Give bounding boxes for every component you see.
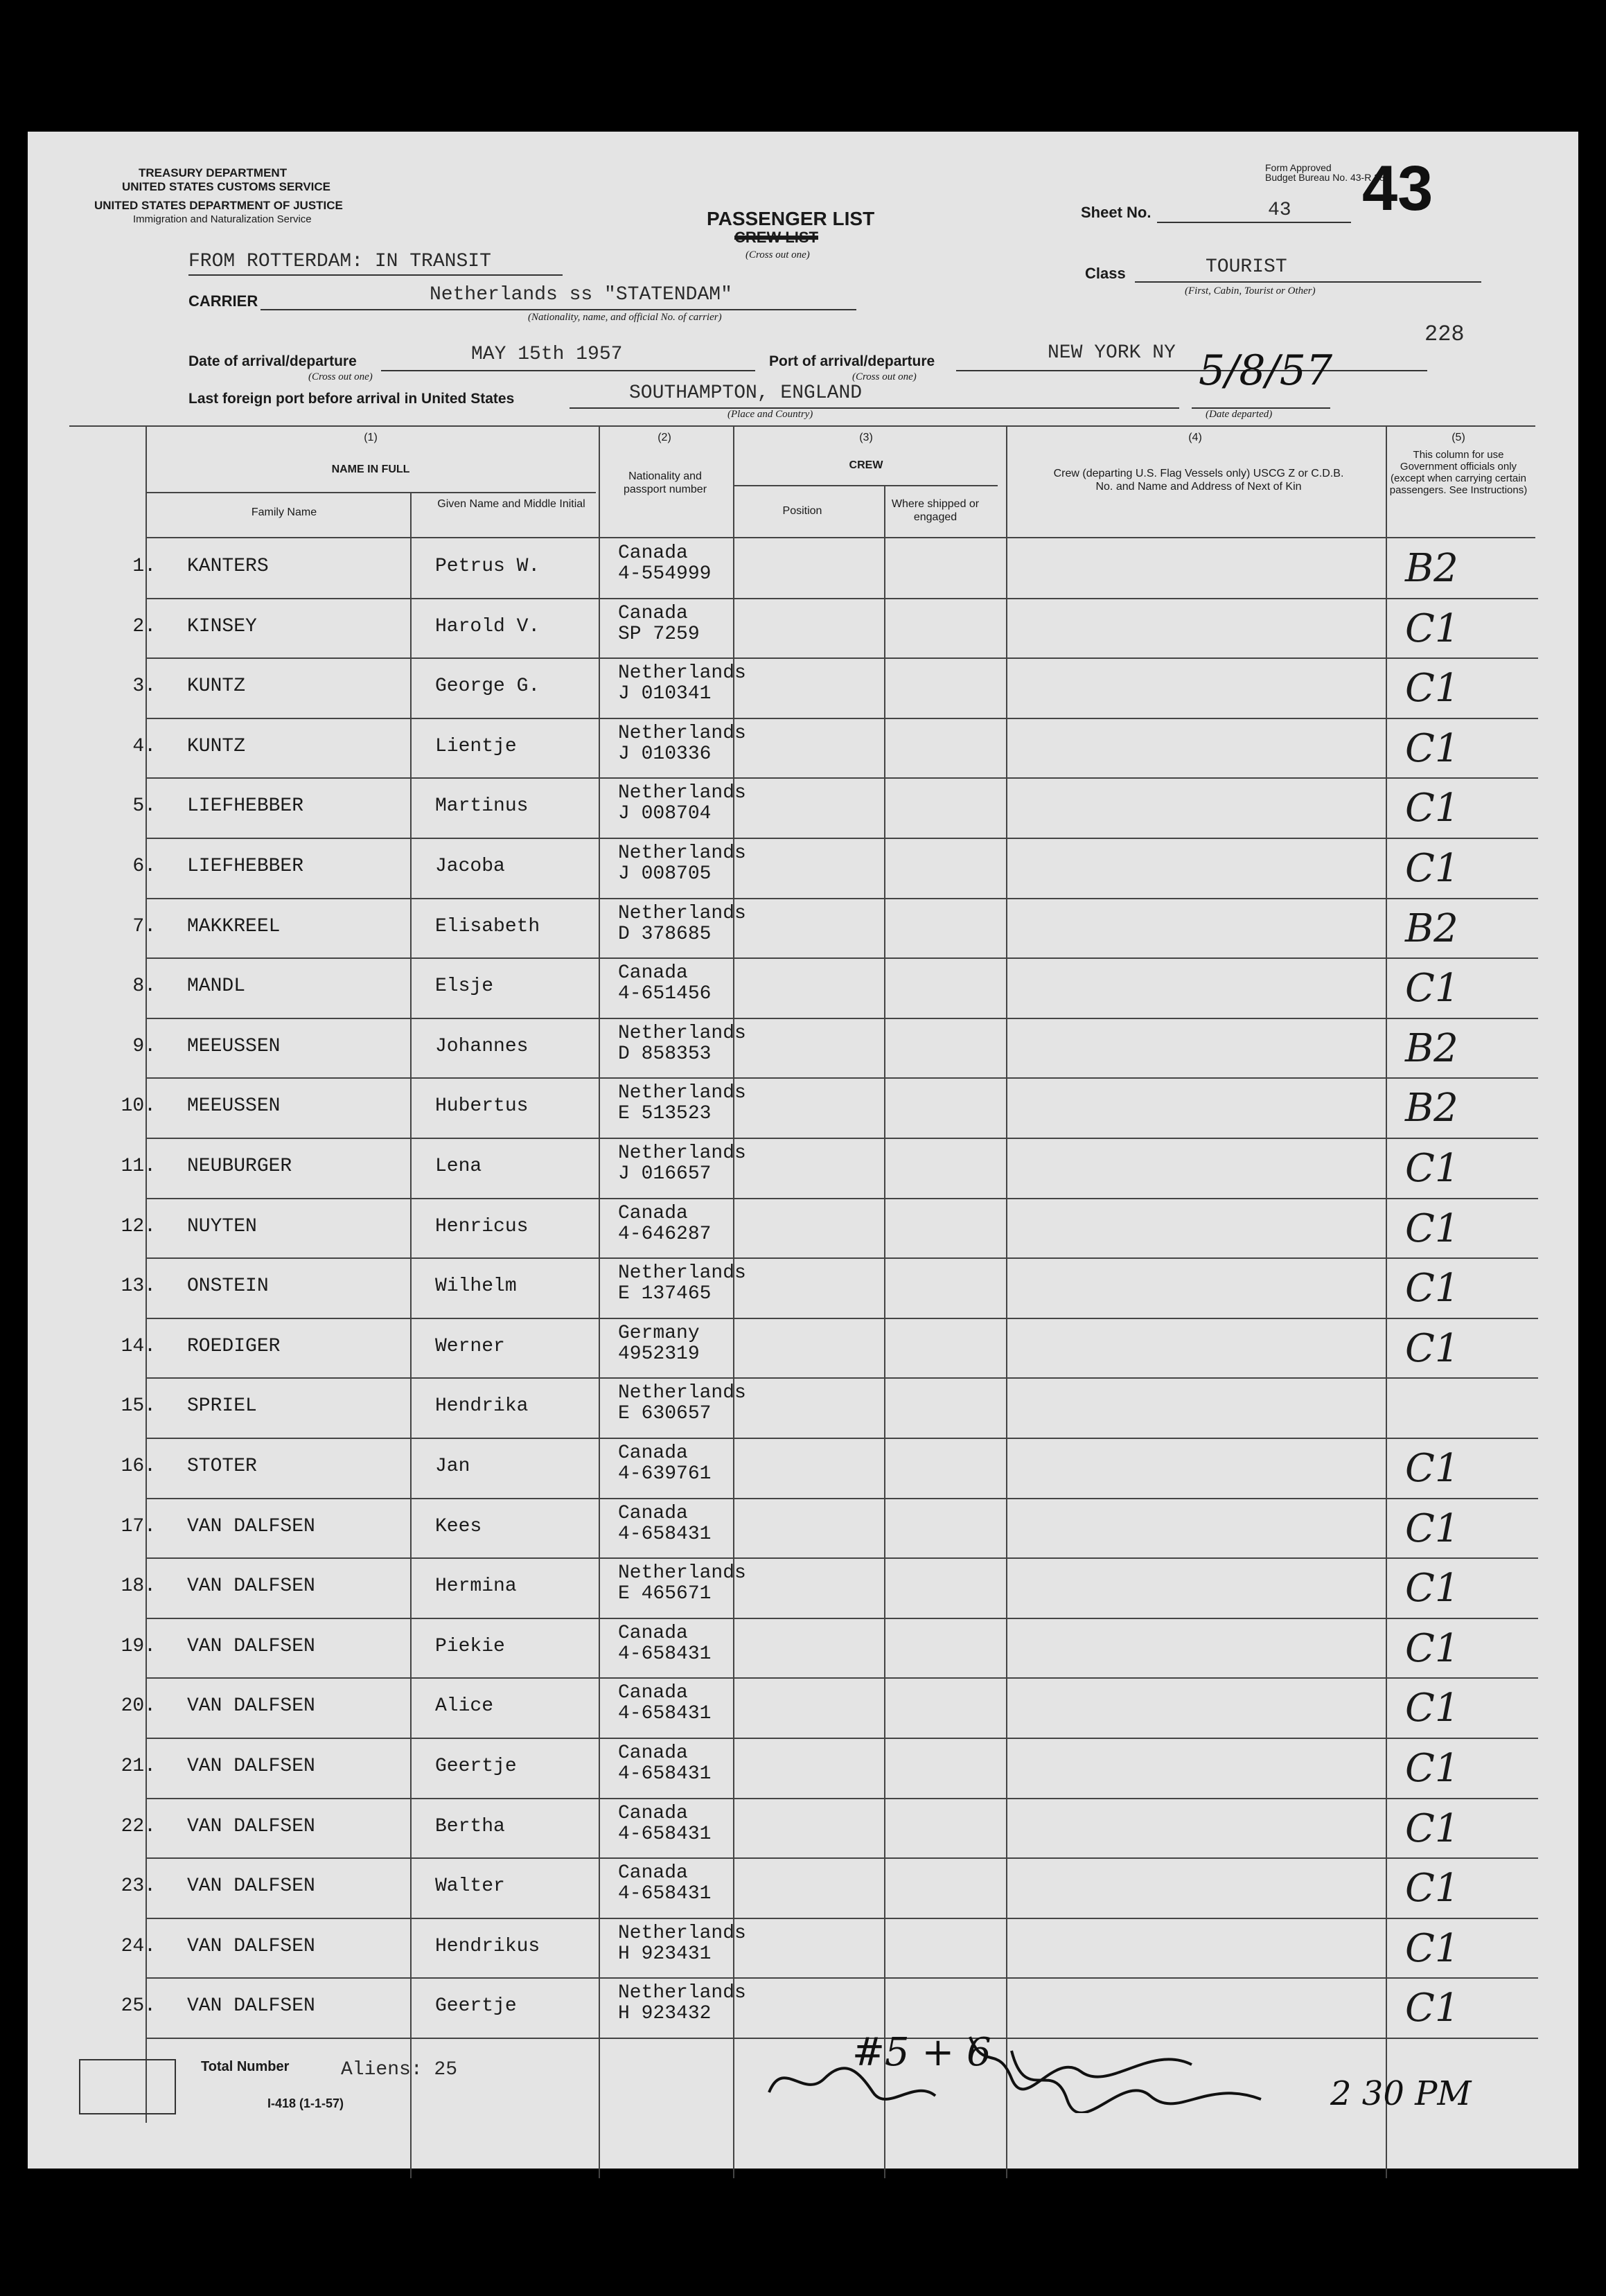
nationality: Netherlands — [618, 1982, 746, 2004]
nationality: Canada — [618, 1442, 688, 1464]
col-1-label: (1) — [364, 432, 378, 443]
nationality-passport — [618, 1923, 746, 1965]
nationality-passport — [618, 1263, 746, 1305]
treasury-dept: TREASURY DEPARTMENT — [139, 166, 288, 179]
nationality: Netherlands — [618, 1382, 746, 1404]
gov-code: C1 — [1405, 846, 1460, 891]
family-name: VAN DALFSEN — [187, 1575, 315, 1598]
date-cross-note: (Cross out one) — [308, 371, 373, 382]
passport-number: D 858353 — [618, 1043, 712, 1065]
row-number: 8. — [132, 975, 156, 998]
col-3-label: (3) — [859, 432, 873, 443]
sheet-big-number: 43 — [1362, 153, 1433, 224]
form-title: PASSENGER LIST — [707, 208, 875, 229]
gov-code: C1 — [1405, 666, 1460, 712]
family-name: LIEFHEBBER — [187, 795, 304, 818]
table-row — [28, 779, 1578, 838]
family-name: MANDL — [187, 975, 246, 998]
table-row — [28, 1679, 1578, 1738]
table-row — [28, 1019, 1578, 1079]
nationality-passport — [618, 1503, 711, 1545]
row-number: 7. — [132, 915, 156, 937]
given-name: Elisabeth — [435, 915, 540, 937]
row-number: 21. — [121, 1756, 156, 1777]
nationality: Canada — [618, 962, 688, 984]
table-row — [28, 899, 1578, 959]
gov-code: C1 — [1405, 1146, 1460, 1191]
table-row — [28, 1799, 1578, 1859]
nationality: Canada — [618, 1742, 688, 1764]
aliens-count: Aliens: 25 — [341, 2059, 458, 2081]
nationality: Canada — [618, 602, 688, 624]
customs-service: UNITED STATES CUSTOMS SERVICE — [122, 180, 331, 193]
gov-code: C1 — [1405, 1325, 1460, 1371]
gov-code: C1 — [1405, 725, 1460, 771]
family-name: VAN DALFSEN — [187, 1995, 315, 2017]
table-row — [28, 539, 1578, 599]
nationality-header: Nationality and passport number — [623, 470, 707, 495]
carrier-note: (Nationality, name, and official No. of carrier) — [528, 312, 722, 323]
class-value: TOURIST — [1206, 256, 1287, 278]
family-name: SPRIEL — [187, 1395, 257, 1418]
gov-code: C1 — [1405, 1925, 1460, 1971]
row-number: 12. — [121, 1215, 156, 1237]
family-name: KINSEY — [187, 615, 257, 637]
given-name: Martinus — [435, 795, 529, 818]
passport-number: 4-658431 — [618, 1763, 712, 1785]
table-row — [28, 599, 1578, 659]
nationality-passport — [618, 1683, 711, 1724]
gov-code: C1 — [1405, 606, 1460, 651]
family-name: VAN DALFSEN — [187, 1756, 315, 1777]
given-name: Alice — [435, 1695, 494, 1717]
gov-code: B2 — [1405, 1025, 1458, 1071]
row-number: 2. — [132, 615, 156, 637]
table-row — [28, 1919, 1578, 1979]
family-name: VAN DALFSEN — [187, 1935, 315, 1957]
given-name: Walter — [435, 1875, 505, 1898]
passport-number: 4-639761 — [618, 1463, 712, 1485]
row-number: 3. — [132, 675, 156, 698]
date-label: Date of arrival/departure — [188, 353, 357, 369]
cross-out-note: (Cross out one) — [745, 249, 810, 260]
given-name: Jan — [435, 1456, 470, 1477]
last-port-label: Last foreign port before arrival in United States — [188, 391, 515, 407]
form-approved: Form Approved — [1265, 162, 1332, 173]
from-line: FROM ROTTERDAM: IN TRANSIT — [188, 251, 491, 272]
nationality-passport — [618, 1983, 746, 2024]
date-departed-handwritten: 5/8/57 — [1199, 346, 1333, 395]
nationality-passport — [618, 1743, 711, 1785]
nationality: Netherlands — [618, 1562, 746, 1584]
nationality-passport — [618, 1623, 711, 1665]
passport-number: 4-646287 — [618, 1223, 712, 1245]
given-name: Hermina — [435, 1575, 517, 1598]
given-name: Geertje — [435, 1995, 517, 2017]
given-name: Johannes — [435, 1035, 529, 1057]
given-name: Lena — [435, 1156, 482, 1177]
nationality-passport — [618, 783, 746, 824]
nationality-passport — [618, 603, 700, 645]
row-number: 4. — [132, 735, 156, 757]
sheet-label: Sheet No. — [1081, 204, 1151, 221]
place-note: (Place and Country) — [727, 409, 813, 420]
passport-number: 4952319 — [618, 1343, 700, 1365]
passport-number: J 016657 — [618, 1163, 712, 1185]
row-number: 17. — [121, 1515, 156, 1537]
family-name-header: Family Name — [251, 506, 317, 518]
table-row — [28, 1139, 1578, 1199]
family-name: KUNTZ — [187, 735, 246, 757]
passport-number: J 010341 — [618, 683, 712, 705]
row-number: 20. — [121, 1695, 156, 1717]
nationality: Canada — [618, 1802, 688, 1824]
nationality: Netherlands — [618, 1142, 746, 1164]
passport-number: J 010336 — [618, 743, 712, 765]
gov-code: C1 — [1405, 1866, 1460, 1911]
nationality-passport — [618, 1383, 746, 1424]
table-row — [28, 1259, 1578, 1318]
given-name: Hubertus — [435, 1095, 529, 1118]
given-name: Henricus — [435, 1215, 529, 1237]
row-number: 15. — [121, 1395, 156, 1418]
form-number: I-418 (1-1-57) — [267, 2096, 344, 2110]
given-name: Hendrikus — [435, 1935, 540, 1957]
nationality: Netherlands — [618, 1082, 746, 1104]
nationality-passport — [618, 1203, 711, 1245]
form-title-struck: CREW LIST — [734, 229, 818, 246]
crew-header: CREW — [849, 459, 883, 471]
gov-code: C1 — [1405, 1266, 1460, 1312]
passport-number: 4-658431 — [618, 1823, 712, 1845]
given-name: Bertha — [435, 1815, 505, 1837]
passport-number: 4-658431 — [618, 1643, 712, 1665]
passport-number: E 513523 — [618, 1103, 712, 1125]
family-name: VAN DALFSEN — [187, 1635, 315, 1657]
given-name: Petrus W. — [435, 556, 540, 577]
table-row — [28, 1379, 1578, 1438]
nationality: Netherlands — [618, 782, 746, 804]
nationality: Netherlands — [618, 902, 746, 924]
row-number: 22. — [121, 1815, 156, 1837]
table-row — [28, 1499, 1578, 1559]
passport-number: J 008705 — [618, 863, 712, 885]
family-name: VAN DALFSEN — [187, 1815, 315, 1837]
row-number: 23. — [121, 1875, 156, 1898]
nationality-passport — [618, 663, 746, 705]
family-name: VAN DALFSEN — [187, 1875, 315, 1898]
shipped-header: Where shipped or engaged — [891, 498, 980, 523]
given-name: Harold V. — [435, 615, 540, 637]
family-name: ROEDIGER — [187, 1335, 281, 1357]
name-in-full: NAME IN FULL — [331, 463, 410, 475]
given-name-header: Given Name and Middle Initial — [437, 498, 585, 510]
nationality-passport — [618, 1563, 746, 1605]
row-number: 25. — [121, 1995, 156, 2017]
nationality: Netherlands — [618, 1262, 746, 1284]
class-note: (First, Cabin, Tourist or Other) — [1185, 285, 1316, 297]
passport-number: 4-658431 — [618, 1523, 712, 1545]
gov-code: C1 — [1405, 1206, 1460, 1251]
table-row — [28, 839, 1578, 899]
gov-code: C1 — [1405, 1566, 1460, 1611]
handwritten-time: 2 30 PM — [1330, 2074, 1472, 2113]
nationality: Netherlands — [618, 1022, 746, 1044]
nationality: Canada — [618, 1502, 688, 1524]
nationality: Netherlands — [618, 722, 746, 744]
passport-number: D 378685 — [618, 923, 712, 945]
family-name: LIEFHEBBER — [187, 856, 304, 877]
given-name: Jacoba — [435, 856, 505, 877]
passport-number: J 008704 — [618, 803, 712, 825]
nationality-passport — [618, 1083, 746, 1124]
row-number: 6. — [132, 856, 156, 877]
port-label: Port of arrival/departure — [769, 353, 935, 369]
given-name: Geertje — [435, 1756, 517, 1777]
nationality-passport — [618, 1803, 711, 1845]
gov-code: C1 — [1405, 1805, 1460, 1851]
given-name: Kees — [435, 1515, 482, 1537]
nationality-passport — [618, 963, 711, 1005]
col-4-label: (4) — [1188, 432, 1202, 443]
gov-column-header: This column for use Government officials only (except when carrying certain passengers. See Instructions) — [1389, 449, 1528, 496]
total-label: Total Number — [201, 2059, 290, 2074]
budget-bureau: Budget Bureau No. 43-R 38 — [1265, 172, 1385, 183]
nationality-passport — [618, 723, 746, 765]
given-name: Werner — [435, 1335, 505, 1357]
given-name: Wilhelm — [435, 1275, 517, 1298]
gov-code: C1 — [1405, 1446, 1460, 1491]
sheet-value: 43 — [1268, 200, 1291, 221]
passport-number: E 137465 — [618, 1283, 712, 1305]
carrier-label: CARRIER — [188, 292, 258, 310]
gov-code: C1 — [1405, 1505, 1460, 1551]
table-row — [28, 1619, 1578, 1679]
nationality-passport — [618, 1143, 746, 1185]
passport-number: 4-658431 — [618, 1883, 712, 1905]
nationality: Canada — [618, 1862, 688, 1884]
nationality-passport — [618, 543, 711, 585]
number-228: 228 — [1424, 321, 1465, 347]
row-number: 5. — [132, 795, 156, 818]
table-row — [28, 1859, 1578, 1918]
table-row — [28, 959, 1578, 1018]
row-number: 10. — [121, 1095, 156, 1118]
signature-scribbles — [762, 2030, 1289, 2113]
family-name: VAN DALFSEN — [187, 1695, 315, 1717]
date-departed-note: (Date departed) — [1206, 409, 1273, 420]
nationality: Canada — [618, 1622, 688, 1644]
family-name: MAKKREEL — [187, 915, 281, 937]
nationality: Canada — [618, 542, 688, 564]
carrier-value: Netherlands ss "STATENDAM" — [430, 284, 732, 306]
family-name: MEEUSSEN — [187, 1035, 281, 1057]
row-number: 13. — [121, 1275, 156, 1298]
total-box — [79, 2059, 176, 2114]
row-number: 14. — [121, 1335, 156, 1357]
family-name: ONSTEIN — [187, 1275, 269, 1298]
passport-number: E 630657 — [618, 1403, 712, 1425]
row-number: 19. — [121, 1635, 156, 1657]
given-name: Elsje — [435, 975, 494, 998]
table-row — [28, 659, 1578, 718]
dept-justice: UNITED STATES DEPARTMENT OF JUSTICE — [94, 199, 343, 212]
nationality-passport — [618, 1863, 711, 1905]
port-cross-note: (Cross out one) — [852, 371, 917, 382]
passport-number: H 923432 — [618, 2003, 712, 2025]
family-name: VAN DALFSEN — [187, 1515, 315, 1537]
date-value: MAY 15th 1957 — [471, 344, 623, 365]
col-5-label: (5) — [1451, 432, 1465, 443]
gov-code: C1 — [1405, 1746, 1460, 1791]
handwritten-note: #5 + 6 — [852, 2030, 991, 2075]
gov-code: C1 — [1405, 1686, 1460, 1731]
col-2-label: (2) — [658, 432, 671, 443]
passport-number: 4-658431 — [618, 1703, 712, 1725]
gov-code: C1 — [1405, 786, 1460, 831]
given-name: Lientje — [435, 735, 517, 757]
gov-code: C1 — [1405, 1625, 1460, 1671]
passenger-list-sheet — [28, 132, 1578, 2169]
gov-code: C1 — [1405, 966, 1460, 1012]
row-number: 16. — [121, 1456, 156, 1477]
passport-number: SP 7259 — [618, 623, 700, 645]
row-number: 11. — [121, 1156, 156, 1177]
family-name: KUNTZ — [187, 675, 246, 698]
passport-number: H 923431 — [618, 1943, 712, 1965]
family-name: MEEUSSEN — [187, 1095, 281, 1118]
gov-code: C1 — [1405, 1986, 1460, 2031]
family-name: NUYTEN — [187, 1215, 257, 1237]
passport-number: E 465671 — [618, 1583, 712, 1605]
table-row — [28, 1559, 1578, 1618]
table-row — [28, 1439, 1578, 1499]
table-row — [28, 1079, 1578, 1138]
row-number: 18. — [121, 1575, 156, 1598]
gov-code: B2 — [1405, 546, 1458, 591]
crew-departing-header: Crew (departing U.S. Flag Vessels only) USCG Z or C.D.B. No. and Name and Address of Next of Kin — [1053, 468, 1344, 493]
table-row — [28, 719, 1578, 779]
given-name: Piekie — [435, 1635, 505, 1657]
given-name: Hendrika — [435, 1395, 529, 1418]
given-name: George G. — [435, 675, 540, 698]
nationality-passport — [618, 1443, 711, 1485]
gov-code: B2 — [1405, 1086, 1458, 1131]
passport-number: 4-554999 — [618, 563, 712, 585]
nationality: Netherlands — [618, 1922, 746, 1944]
position-header: Position — [782, 505, 822, 517]
table-row — [28, 1199, 1578, 1259]
last-port-value: SOUTHAMPTON, ENGLAND — [629, 382, 863, 404]
family-name: STOTER — [187, 1456, 257, 1477]
nationality-passport — [618, 843, 746, 885]
ins-label: Immigration and Naturalization Service — [133, 213, 312, 225]
family-name: NEUBURGER — [187, 1156, 292, 1177]
family-name: KANTERS — [187, 556, 269, 577]
table-row — [28, 1739, 1578, 1799]
nationality: Canada — [618, 1202, 688, 1224]
nationality: Canada — [618, 1682, 688, 1704]
gov-code: B2 — [1405, 906, 1458, 951]
nationality: Netherlands — [618, 662, 746, 685]
nationality: Netherlands — [618, 842, 746, 864]
nationality-passport — [618, 1023, 746, 1065]
table-row — [28, 1319, 1578, 1379]
port-value: NEW YORK NY — [1048, 342, 1176, 364]
row-number: 1. — [132, 556, 156, 577]
nationality-passport — [618, 1323, 700, 1365]
class-label: Class — [1085, 265, 1126, 282]
nationality-passport — [618, 903, 746, 945]
nationality: Germany — [618, 1322, 700, 1344]
passport-number: 4-651456 — [618, 983, 712, 1005]
row-number: 9. — [132, 1035, 156, 1057]
row-number: 24. — [121, 1935, 156, 1957]
